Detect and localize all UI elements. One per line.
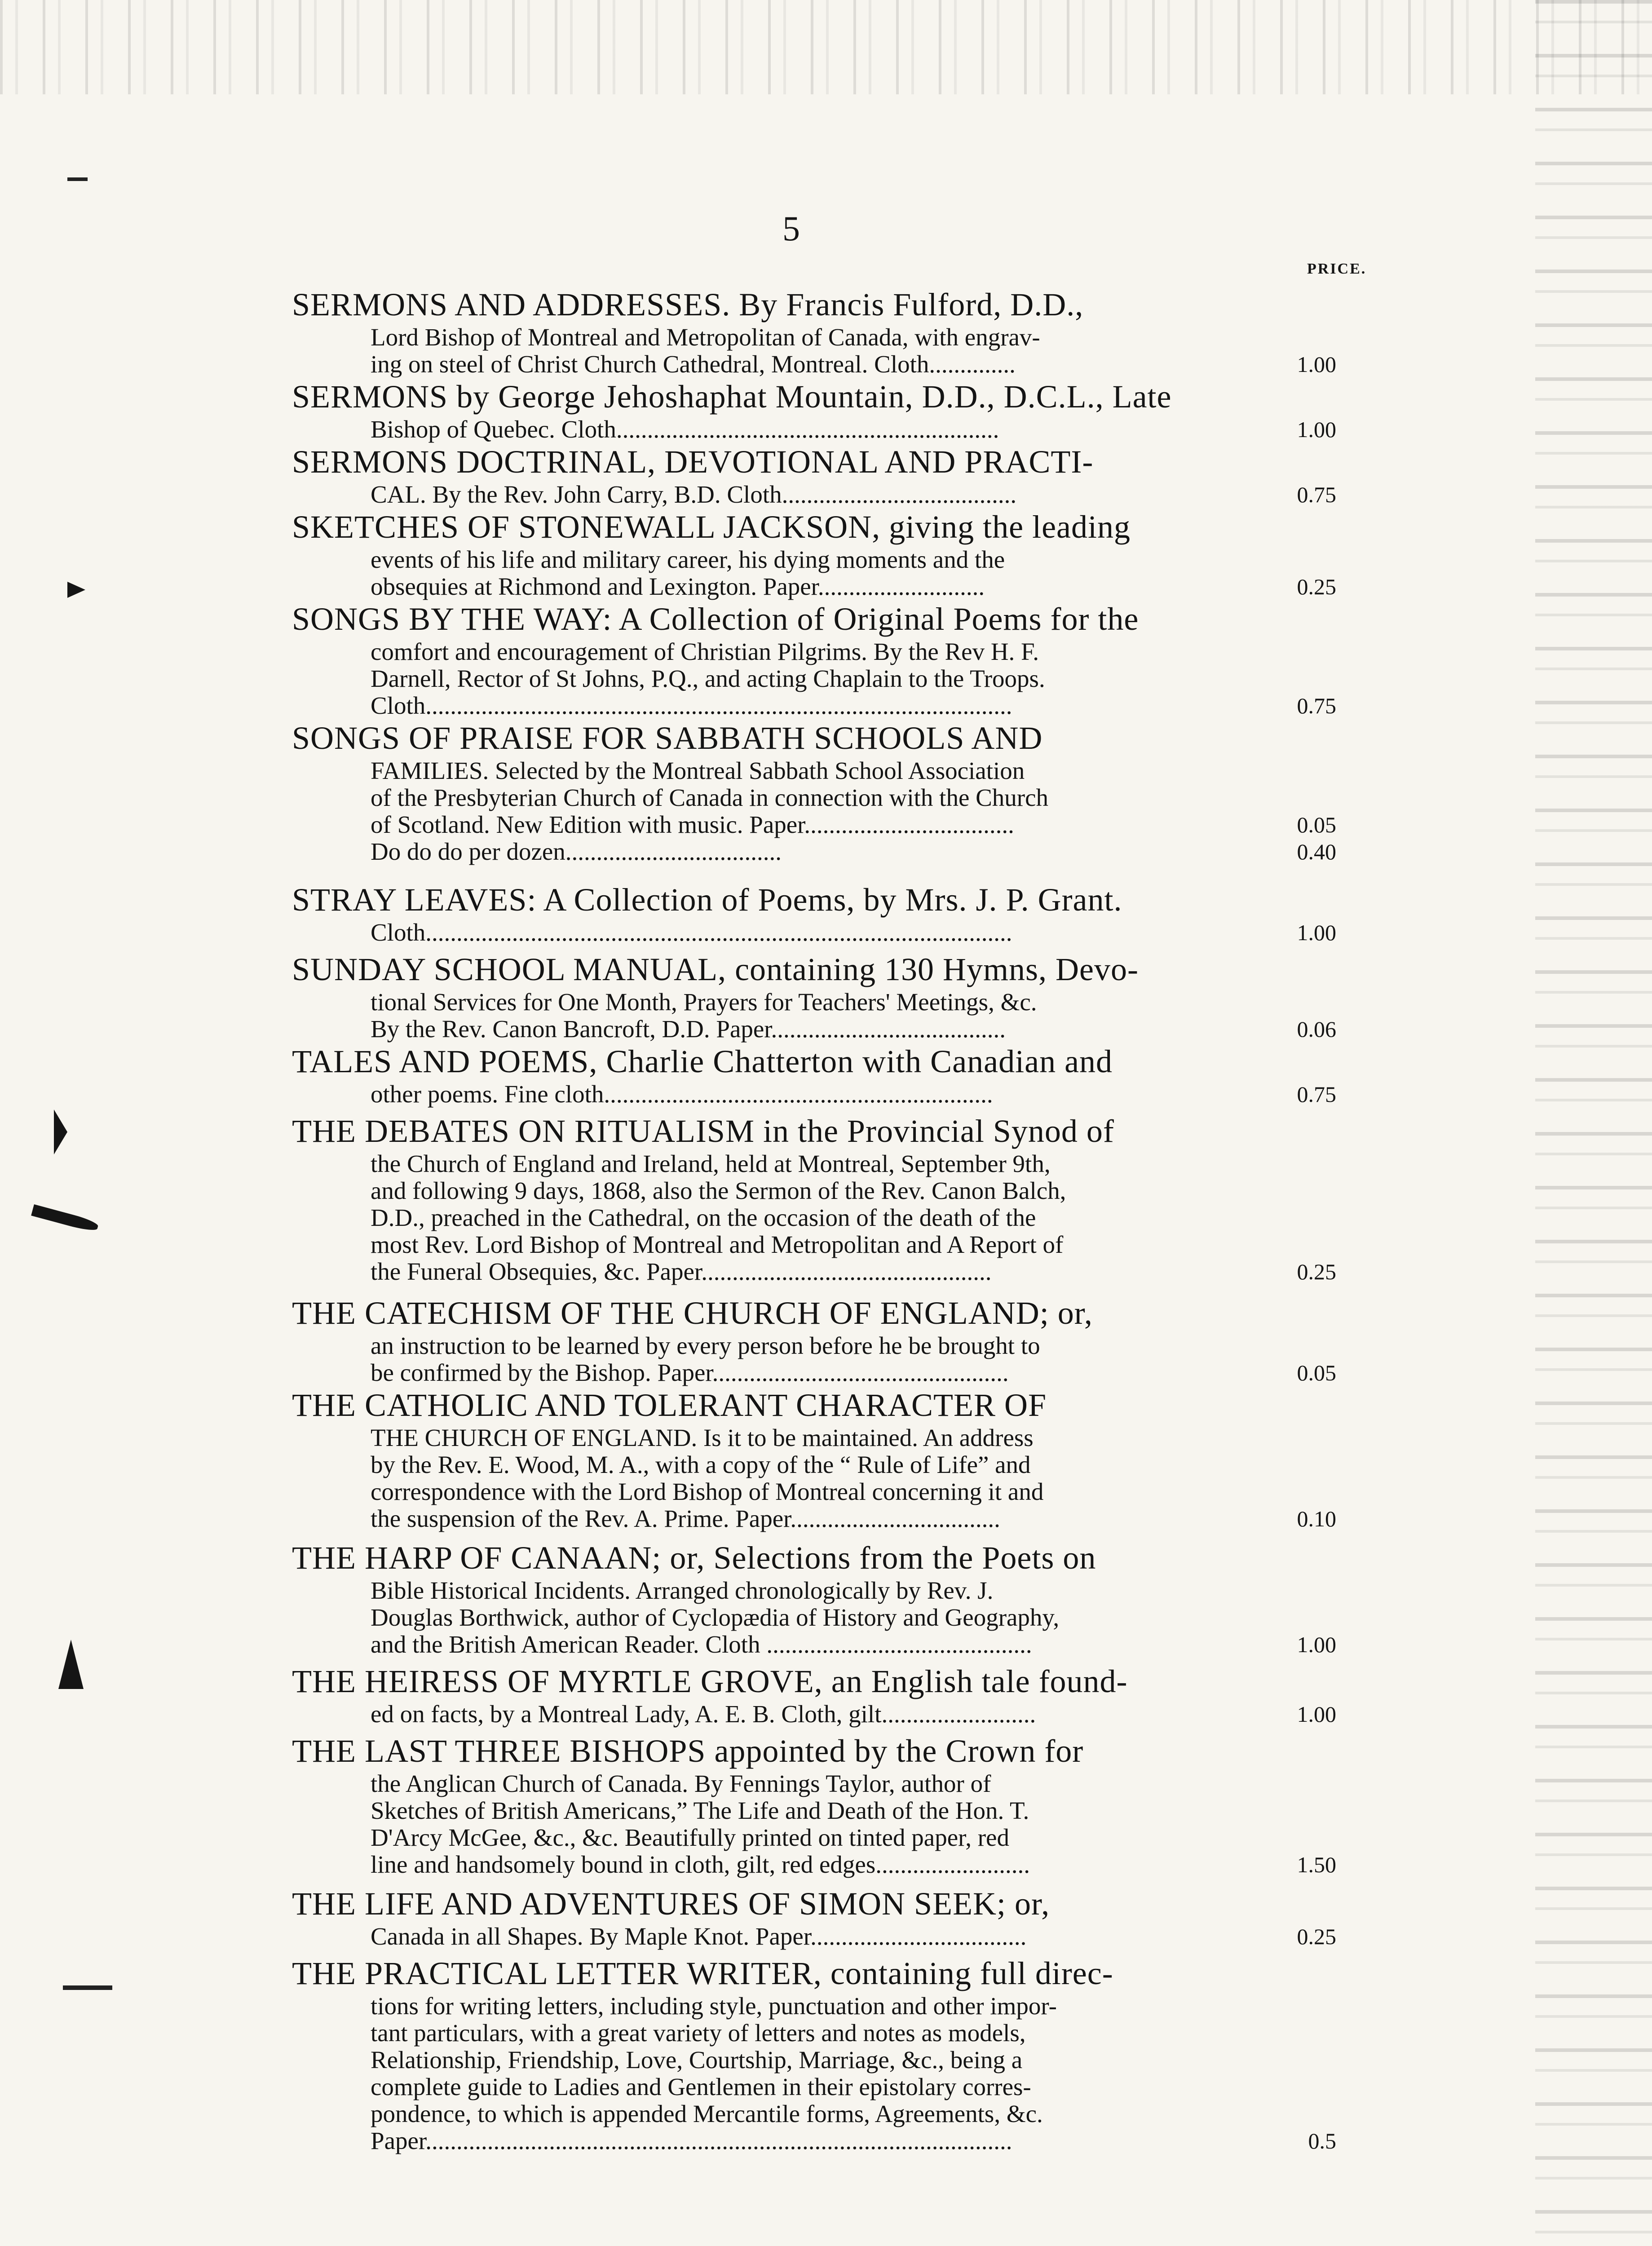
catalog-entry (292, 285, 1334, 378)
entry-title-line (292, 1042, 1334, 1081)
entry-line: an instruction to be learned by every person before he be brought to (371, 1332, 1040, 1359)
entry-line: the Funeral Obsequies, &c. Paper............................................... (371, 1258, 992, 1285)
entry-line: tional Services for One Month, Prayers for Teachers' Meetings, &c. (371, 988, 1037, 1016)
entry-line: the suspension of the Rev. A. Prime. Paper.................................. (371, 1505, 1000, 1532)
entry-line: line and handsomely bound in cloth, gilt, red edges......................... (371, 1851, 1030, 1878)
entry-title-line (292, 508, 1334, 546)
entry-title-line (292, 1732, 1334, 1770)
catalog-entry (292, 719, 1334, 865)
entry-line: other poems. Fine cloth............................................................... (371, 1080, 993, 1108)
entry-price: 1.00 (1297, 417, 1336, 442)
entry-price: 0.25 (1297, 1259, 1336, 1284)
entry-line: be confirmed by the Bishop. Paper................................................ (371, 1359, 1009, 1386)
entry-title-line (292, 600, 1334, 638)
entry-line: FAMILIES. Selected by the Montreal Sabbath School Association (371, 757, 1025, 784)
entry-line: THE CHURCH OF ENGLAND. Is it to be maintained. An address (371, 1424, 1034, 1451)
entry-line: of Scotland. New Edition with music. Paper.................................. (371, 811, 1014, 838)
catalog-entry (292, 1539, 1334, 1658)
entry-line: Relationship, Friendship, Love, Courtship, Marriage, &c., being a (371, 2046, 1023, 2074)
entry-line: ed on facts, by a Montreal Lady, A. E. B. Cloth, gilt......................... (371, 1700, 1036, 1728)
entry-title-rest: giving the leading (880, 509, 1131, 545)
entry-title-rest: an English tale found- (822, 1663, 1128, 1699)
catalog-entry (292, 377, 1334, 443)
catalog-entry (292, 880, 1334, 946)
margin-mark (54, 1110, 67, 1154)
entry-title: SERMONS AND ADDRESSES. (292, 287, 731, 323)
entry-price-per-dozen: 0.40 (1297, 839, 1336, 864)
entry-title: SERMONS DOCTRINAL, DEVOTIONAL AND PRACTI- (292, 444, 1094, 480)
entry-title-rest: containing 130 Hymns, Devo- (726, 951, 1139, 987)
margin-mark (58, 1640, 84, 1689)
entry-title-line (292, 1539, 1334, 1577)
entry-price: 0.75 (1297, 1082, 1336, 1107)
entry-price: 1.00 (1297, 1702, 1336, 1727)
entry-title-rest: or, (1006, 1886, 1050, 1922)
entry-line: and following 9 days, 1868, also the Sermon of the Rev. Canon Balch, (371, 1177, 1066, 1204)
entry-line: comfort and encouragement of Christian Pilgrims. By the Rev H. F. (371, 638, 1039, 665)
entry-price: 0.06 (1297, 1017, 1336, 1042)
catalog-entry (292, 1954, 1334, 2154)
entry-title: SONGS OF PRAISE FOR SABBATH SCHOOLS AND (292, 720, 1043, 756)
entry-title-rest: A Collection of Poems, by Mrs. J. P. Grant. (536, 882, 1122, 918)
entry-title: THE DEBATES ON RITUALISM (292, 1113, 755, 1149)
entry-title-rest: Charlie Chatterton with Canadian and (597, 1043, 1113, 1079)
entry-title-line (292, 950, 1334, 989)
entry-title-line (292, 719, 1334, 757)
entry-title-line (292, 880, 1334, 919)
entry-line: tions for writing letters, including style, punctuation and other impor- (371, 1992, 1057, 2020)
entry-title-line (292, 1884, 1334, 1923)
catalog-entry (292, 442, 1334, 508)
entry-line: Paper............................................................................................... (371, 2127, 1012, 2154)
entry-price: 0.75 (1297, 482, 1336, 507)
entry-line: obsequies at Richmond and Lexington. Paper........................... (371, 573, 985, 600)
entry-title: SKETCHES OF STONEWALL JACKSON, (292, 509, 881, 545)
entry-line: complete guide to Ladies and Gentlemen in their epistolary corres- (371, 2073, 1031, 2100)
entry-title: STRAY LEAVES: (292, 882, 537, 918)
entry-title-rest: A Collection of Original Poems for the (612, 601, 1139, 637)
entry-line: Sketches of British Americans,” The Life and Death of the Hon. T. (371, 1797, 1029, 1824)
entry-title-rest: or, (1049, 1295, 1093, 1331)
page-number: 5 (782, 209, 800, 248)
entry-price: 0.25 (1297, 574, 1336, 599)
entry-line: Bishop of Quebec. Cloth.............................................................. (371, 416, 999, 443)
entry-line: By the Rev. Canon Bancroft, D.D. Paper...................................... (371, 1015, 1006, 1043)
entry-price: 0.75 (1297, 693, 1336, 718)
entry-line: Cloth............................................................................................... (371, 919, 1012, 946)
entry-title-rest: By Francis Fulford, D.D., (730, 287, 1084, 323)
entry-line: Darnell, Rector of St Johns, P.Q., and acting Chaplain to the Troops. (371, 665, 1045, 692)
entry-title-rest: appointed by the Crown for (706, 1733, 1084, 1769)
entry-title-rest: or, Selections from the Poets on (661, 1540, 1096, 1576)
entry-title: SUNDAY SCHOOL MANUAL, (292, 951, 727, 987)
entry-title-line (292, 1386, 1334, 1424)
entry-line: events of his life and military career, his dying moments and the (371, 546, 1005, 573)
entry-title-rest: in the Provincial Synod of (754, 1113, 1114, 1149)
entry-title-line (292, 1112, 1334, 1150)
price-column-header: PRICE. (1307, 261, 1367, 277)
catalog-entry (292, 950, 1334, 1043)
catalog-entry (292, 1112, 1334, 1285)
catalog-entry (292, 600, 1334, 719)
entry-line: Lord Bishop of Montreal and Metropolitan of Canada, with engrav- (371, 323, 1040, 351)
entry-title-line (292, 285, 1334, 324)
entry-line: tant particulars, with a great variety of letters and notes as models, (371, 2019, 1026, 2047)
entry-title-line (292, 1954, 1334, 1993)
entry-line: Cloth............................................................................................... (371, 692, 1012, 719)
entry-line: and the British American Reader. Cloth ........................................... (371, 1631, 1032, 1658)
entry-line: correspondence with the Lord Bishop of Montreal concerning it and (371, 1478, 1044, 1505)
entry-title: THE LIFE AND ADVENTURES OF SIMON SEEK; (292, 1886, 1007, 1922)
catalog-entry (292, 1042, 1334, 1108)
entry-title: THE PRACTICAL LETTER WRITER, (292, 1955, 822, 1991)
catalog-entry (292, 1386, 1334, 1532)
entry-title: THE HEIRESS OF MYRTLE GROVE, (292, 1663, 823, 1699)
entry-title: THE CATECHISM OF THE CHURCH OF ENGLAND; (292, 1295, 1049, 1331)
entry-title-rest: containing full direc- (822, 1955, 1113, 1991)
entry-title: THE CATHOLIC AND TOLERANT CHARACTER OF (292, 1387, 1047, 1423)
entry-price: 1.00 (1297, 1632, 1336, 1657)
entry-price: 1.50 (1297, 1852, 1336, 1877)
entry-price: 0.05 (1297, 1360, 1336, 1385)
entry-line: Do do do per dozen................................... (371, 838, 782, 865)
scan-noise-right (1535, 0, 1652, 2246)
entry-title: THE HARP OF CANAAN; (292, 1540, 662, 1576)
entry-price: 1.00 (1297, 352, 1336, 377)
entry-line: Canada in all Shapes. By Maple Knot. Paper................................... (371, 1923, 1027, 1950)
entry-price: 0.10 (1297, 1506, 1336, 1531)
entry-line: Douglas Borthwick, author of Cyclopædia of History and Geography, (371, 1604, 1060, 1631)
catalog-entry (292, 1662, 1334, 1728)
catalog-entry (292, 1294, 1334, 1386)
entry-title: THE LAST THREE BISHOPS (292, 1733, 706, 1769)
entry-line: pondence, to which is appended Mercantile forms, Agreements, &c. (371, 2100, 1043, 2127)
margin-mark (67, 582, 85, 598)
entry-title-rest: by George Jehoshaphat Mountain, D.D., D.C.L., Late (448, 379, 1172, 415)
entry-title-line (292, 1294, 1334, 1332)
scan-noise-top (0, 0, 1652, 94)
entry-line: ing on steel of Christ Church Cathedral, Montreal. Cloth.............. (371, 350, 1016, 378)
entry-line: of the Presbyterian Church of Canada in connection with the Church (371, 784, 1049, 811)
entry-line: most Rev. Lord Bishop of Montreal and Metropolitan and A Report of (371, 1231, 1064, 1258)
entry-price: 0.25 (1297, 1924, 1336, 1949)
entry-title: SERMONS (292, 379, 448, 415)
entry-line: CAL. By the Rev. John Carry, B.D. Cloth...................................... (371, 481, 1017, 508)
entry-line: Bible Historical Incidents. Arranged chronologically by Rev. J. (371, 1577, 994, 1604)
catalog-entry (292, 1732, 1334, 1878)
entry-price: 0.5 (1308, 2128, 1336, 2153)
entry-title-line (292, 377, 1334, 416)
entry-line: D'Arcy McGee, &c., &c. Beautifully printed on tinted paper, red (371, 1824, 1009, 1851)
entry-title: TALES AND POEMS, (292, 1043, 598, 1079)
margin-mark (31, 1204, 99, 1233)
entry-price: 0.05 (1297, 812, 1336, 837)
entry-title-line (292, 442, 1334, 481)
margin-mark (67, 177, 88, 181)
entry-title: SONGS BY THE WAY: (292, 601, 612, 637)
entry-price: 1.00 (1297, 920, 1336, 945)
entry-line: the Church of England and Ireland, held at Montreal, September 9th, (371, 1150, 1051, 1177)
catalog-entry (292, 1884, 1334, 1950)
entry-line: by the Rev. E. Wood, M. A., with a copy of the “ Rule of Life” and (371, 1451, 1031, 1478)
entry-line: the Anglican Church of Canada. By Fennings Taylor, author of (371, 1770, 991, 1797)
entry-title-line (292, 1662, 1334, 1701)
entry-line: D.D., preached in the Cathedral, on the occasion of the death of the (371, 1204, 1036, 1231)
margin-mark (63, 1985, 112, 1990)
catalog-entry (292, 508, 1334, 600)
